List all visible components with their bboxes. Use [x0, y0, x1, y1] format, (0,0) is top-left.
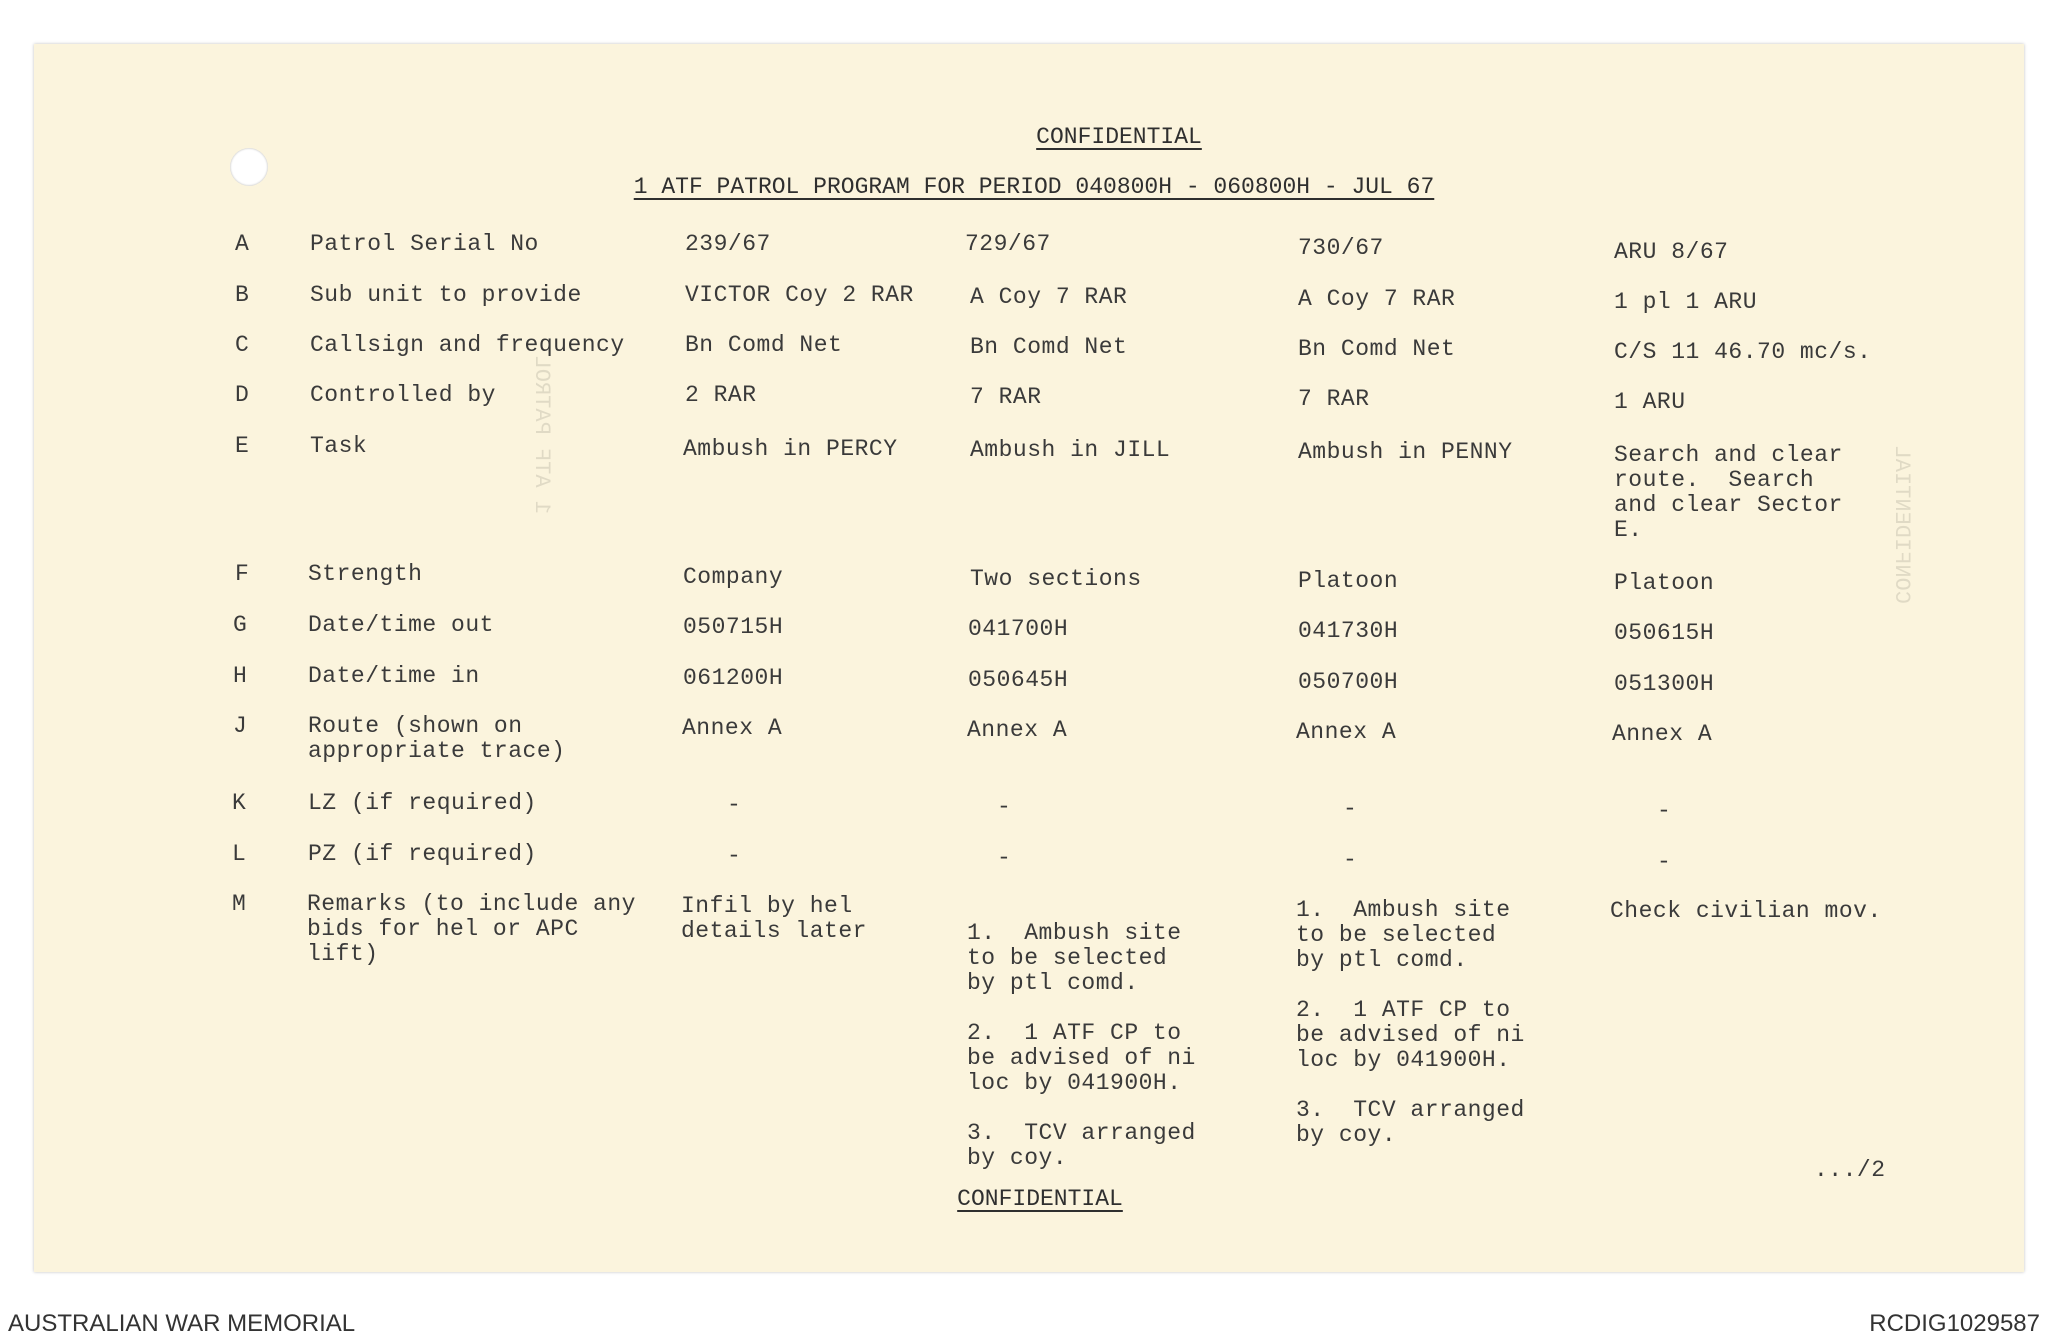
col1-value: 050715H: [683, 614, 784, 640]
col4-value: C/S 11 46.70 mc/s.: [1614, 339, 1872, 365]
row-letter: L: [232, 841, 247, 867]
row-letter: K: [232, 790, 247, 816]
bleed-through-text: CONFIDENTIAL: [1889, 445, 1914, 604]
col4-value: 050615H: [1614, 620, 1715, 646]
row-label: Task: [310, 433, 368, 459]
row-label: Sub unit to provide: [310, 282, 582, 308]
classification-top: CONFIDENTIAL: [1036, 124, 1202, 150]
row-label: Controlled by: [310, 382, 496, 408]
row-label: LZ (if required): [308, 790, 537, 816]
col1-value: Infil by hel details later: [681, 893, 867, 944]
col3-value: Ambush in PENNY: [1298, 439, 1513, 465]
col4-value: 1 pl 1 ARU: [1614, 289, 1758, 315]
document-title: 1 ATF PATROL PROGRAM FOR PERIOD 040800H - 060800H - JUL 67: [633, 174, 1435, 200]
row-letter: G: [233, 612, 248, 638]
col1-value: Annex A: [682, 715, 783, 741]
col4-value: Check civilian mov.: [1610, 898, 1882, 924]
punch-hole: [230, 148, 268, 186]
col2-value: 050645H: [968, 667, 1069, 693]
row-label: Route (shown on appropriate trace): [308, 713, 566, 764]
col4-value: 051300H: [1614, 671, 1715, 697]
col1-value: Bn Comd Net: [685, 332, 843, 358]
col2-value: 7 RAR: [970, 384, 1042, 410]
row-label: Remarks (to include any bids for hel or APC lift): [307, 891, 636, 967]
row-letter: D: [235, 382, 250, 408]
col3-value: Annex A: [1296, 719, 1397, 745]
row-letter: C: [235, 332, 250, 358]
col1-value: 061200H: [683, 665, 784, 691]
row-letter: E: [235, 433, 250, 459]
col3-value: 7 RAR: [1298, 386, 1370, 412]
col3-value: 041730H: [1298, 618, 1399, 644]
col3-value: 730/67: [1298, 235, 1384, 261]
col2-value: -: [997, 794, 1012, 820]
classification-bottom: CONFIDENTIAL: [957, 1186, 1123, 1212]
col1-value: 239/67: [685, 231, 771, 257]
row-letter: H: [233, 663, 248, 689]
col4-value: -: [1657, 798, 1672, 824]
col2-value: Two sections: [970, 566, 1142, 592]
col3-value: -: [1343, 847, 1358, 873]
col2-value: Bn Comd Net: [970, 334, 1128, 360]
col4-value: 1 ARU: [1614, 389, 1686, 415]
col2-value: 1. Ambush site to be selected by ptl comd. 2. 1 ATF CP to be advised of ni loc by 041900H. 3. TCV arranged by coy.: [967, 920, 1196, 1171]
col1-value: -: [727, 843, 742, 869]
col1-value: Company: [683, 564, 784, 590]
col4-value: Platoon: [1614, 570, 1715, 596]
row-label: Callsign and frequency: [310, 332, 625, 358]
col4-value: ARU 8/67: [1614, 239, 1729, 265]
col2-value: Annex A: [967, 717, 1068, 743]
col1-value: Ambush in PERCY: [683, 436, 898, 462]
row-letter: J: [233, 713, 248, 739]
col3-value: A Coy 7 RAR: [1298, 286, 1456, 312]
col3-value: -: [1343, 796, 1358, 822]
col1-value: 2 RAR: [685, 382, 757, 408]
col4-value: Search and clear route. Search and clear Sector E.: [1614, 442, 1843, 543]
page-marker: .../2: [1814, 1157, 1886, 1183]
col3-value: Bn Comd Net: [1298, 336, 1456, 362]
row-letter: A: [235, 231, 250, 257]
col1-value: -: [727, 792, 742, 818]
footer-source: AUSTRALIAN WAR MEMORIAL: [8, 1310, 356, 1337]
col4-value: Annex A: [1612, 721, 1713, 747]
col1-value: VICTOR Coy 2 RAR: [685, 282, 914, 308]
col2-value: 041700H: [968, 616, 1069, 642]
row-letter: F: [235, 561, 250, 587]
row-label: Patrol Serial No: [310, 231, 539, 257]
row-letter: B: [235, 282, 250, 308]
col3-value: 1. Ambush site to be selected by ptl comd. 2. 1 ATF CP to be advised of ni loc by 041900H. 3. TCV arranged by coy.: [1296, 897, 1525, 1148]
row-letter: M: [232, 891, 247, 917]
row-label: PZ (if required): [308, 841, 537, 867]
col4-value: -: [1657, 849, 1672, 875]
footer-record-id: RCDIG1029587: [1869, 1310, 2040, 1337]
row-label: Date/time out: [308, 612, 494, 638]
row-label: Date/time in: [308, 663, 480, 689]
col3-value: 050700H: [1298, 669, 1399, 695]
col2-value: Ambush in JILL: [970, 437, 1171, 463]
bleed-through-text: 1 ATF PATROL: [529, 355, 554, 514]
col3-value: Platoon: [1298, 568, 1399, 594]
col2-value: 729/67: [965, 231, 1051, 257]
col2-value: A Coy 7 RAR: [970, 284, 1128, 310]
row-label: Strength: [308, 561, 423, 587]
col2-value: -: [997, 845, 1012, 871]
